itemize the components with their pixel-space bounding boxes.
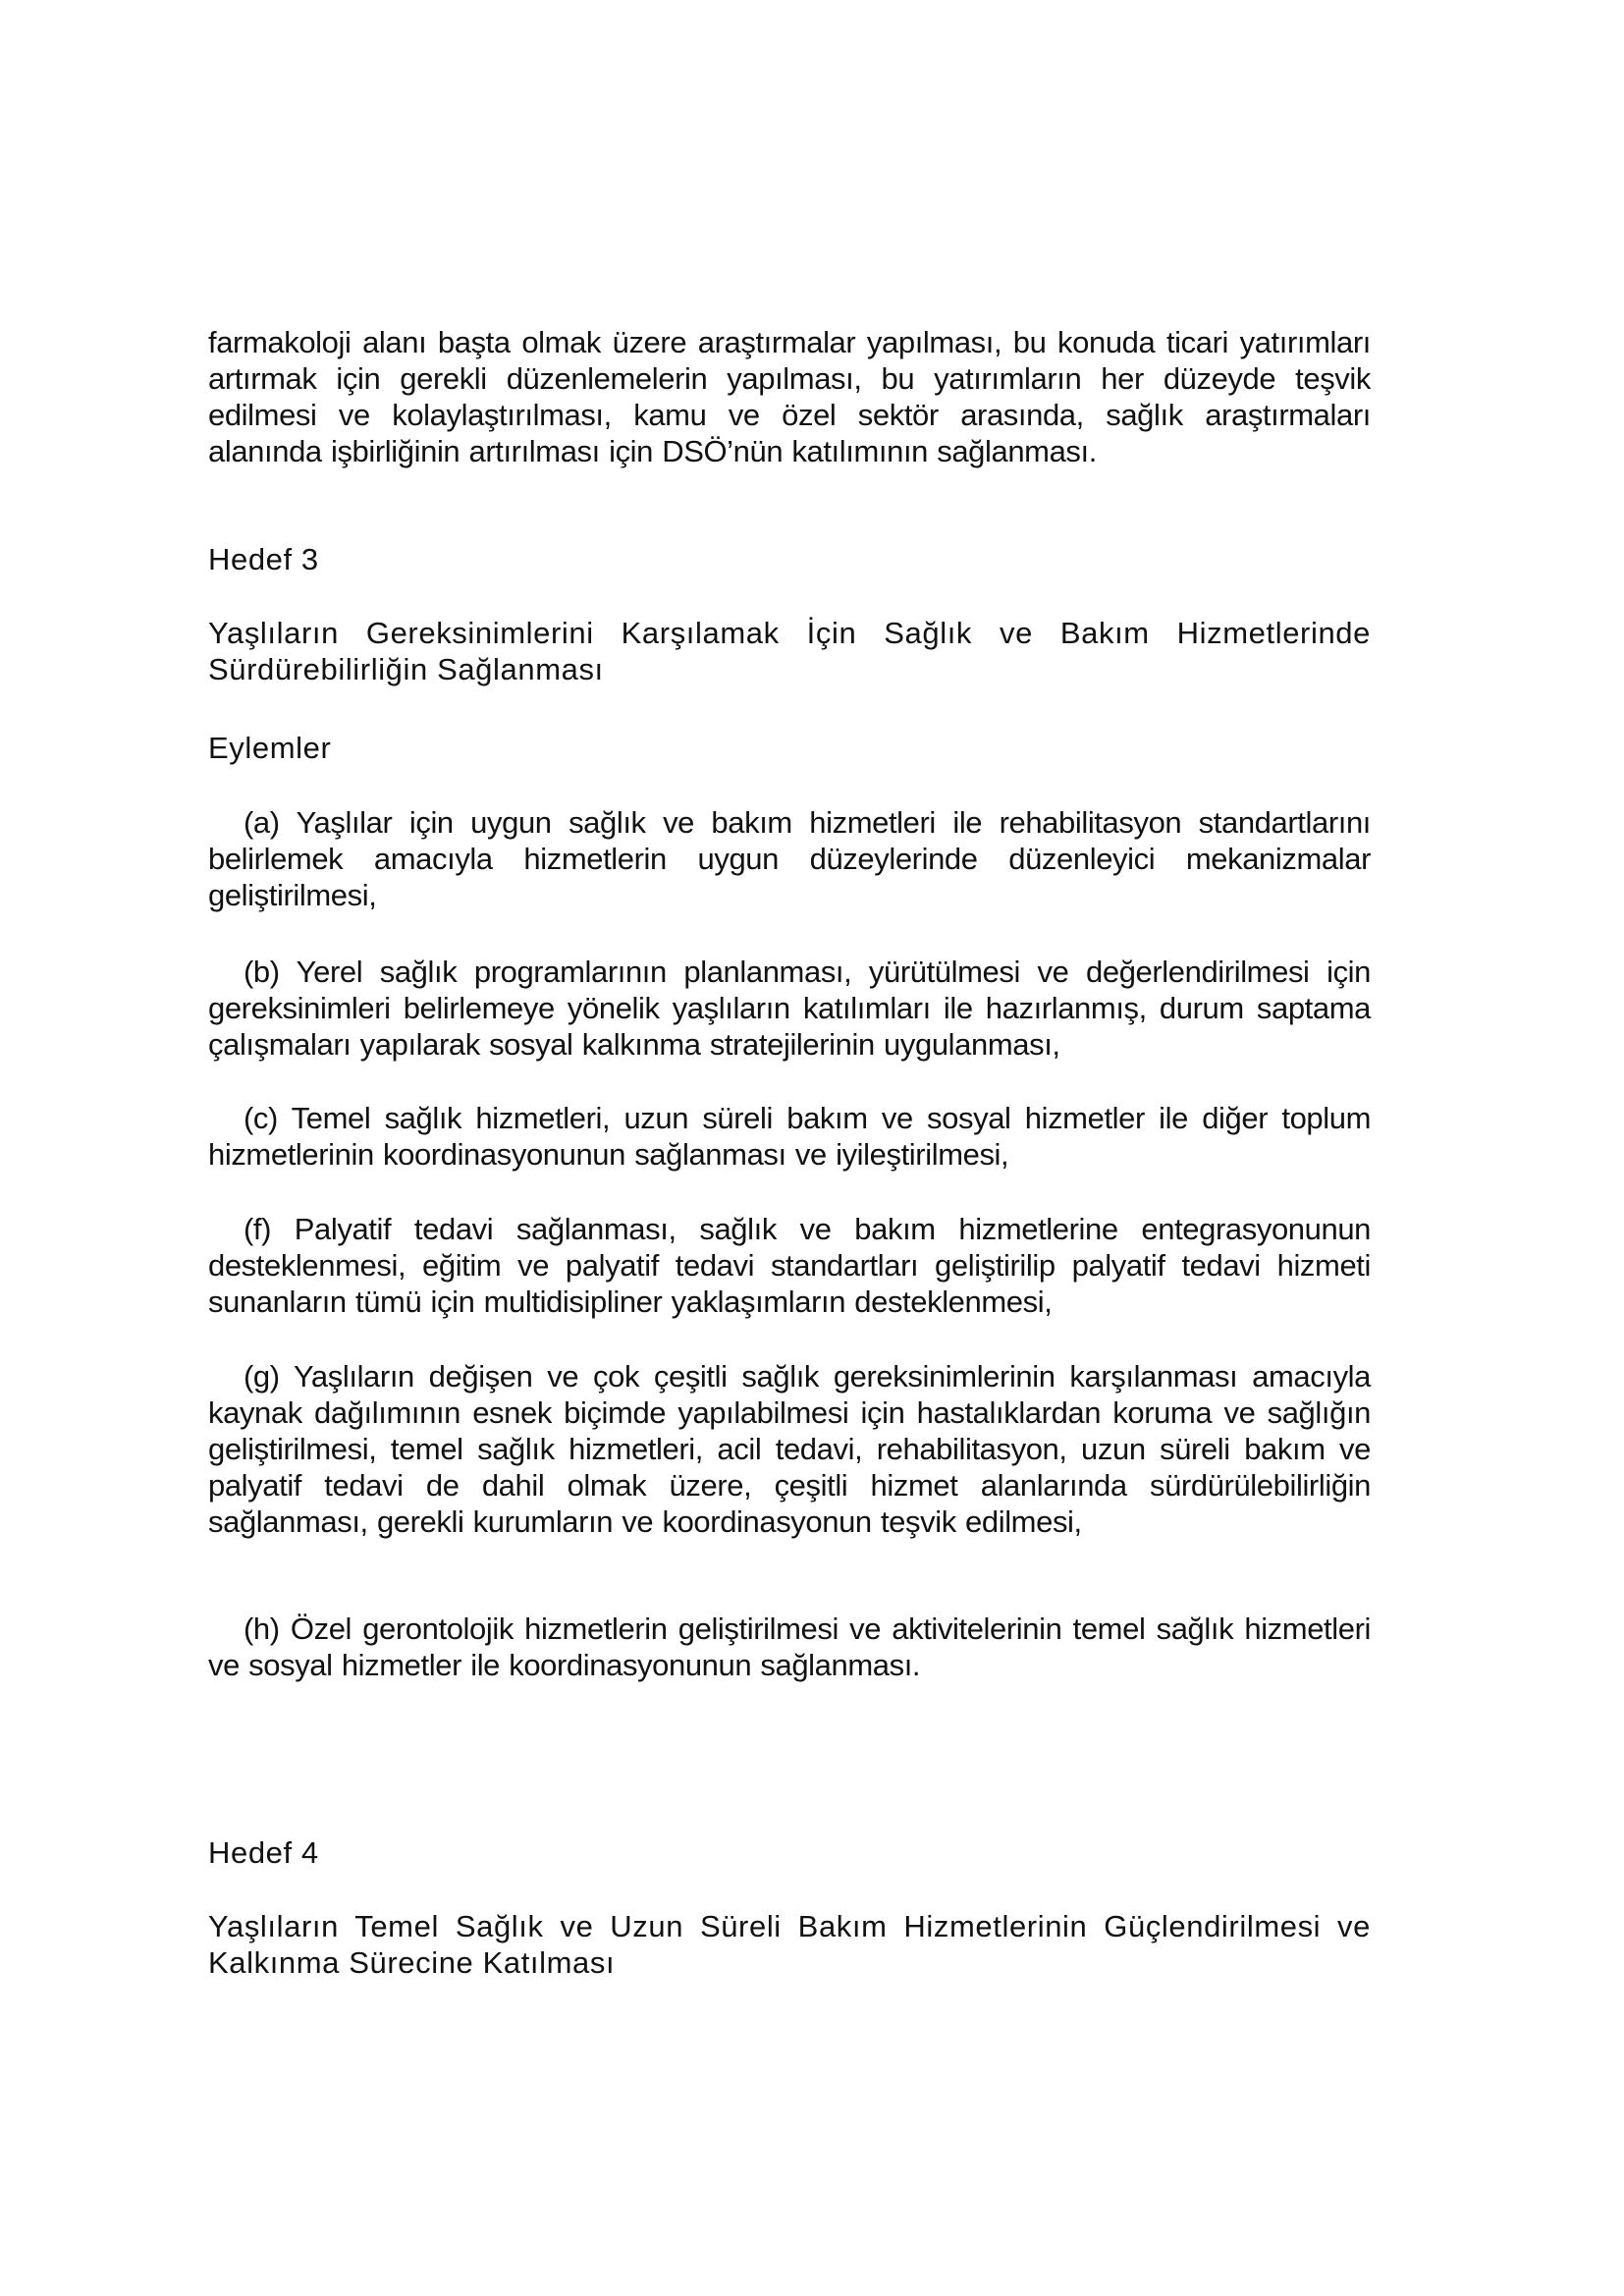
action-item-label: (g): [244, 1359, 280, 1394]
intro-paragraph: farmakoloji alanı başta olmak üzere araştırmalar yapılması, bu konuda ticari yatırımları artırmak için gerekli düzenlemelerin yapılması, bu yatırımların her düzeyde teşvik edilmesi ve kolaylaştırılması, kamu ve özel sektör arasında, sağlık araştırmaları alanında işbirliğinin artırılması için DSÖ’nün katılımının sağlanması.: [208, 325, 1371, 468]
action-item-b: [208, 954, 1371, 1063]
action-item-c: [208, 1100, 1371, 1173]
goal-4-heading: Hedef 4: [208, 1835, 319, 1870]
goal-3-actions-label: Eylemler: [208, 731, 332, 765]
action-item-text: Palyatif tedavi sağlanması, sağlık ve bakım hizmetlerine entegrasyonunun desteklenmesi, eğitim ve palyatif tedavi standartları geliştirilip palyatif tedavi hizmeti sunanların tümü için multidisipliner yaklaşımların desteklenmesi,: [208, 1212, 1372, 1319]
action-item-label: (f): [244, 1212, 272, 1246]
action-item-text: Temel sağlık hizmetleri, uzun süreli bakım ve sosyal hizmetler ile diğer toplum hizmetlerinin koordinasyonunun sağlanması ve iyileştirilmesi,: [208, 1101, 1372, 1172]
goal-3-heading: Hedef 3: [208, 542, 319, 576]
action-item-g: [208, 1358, 1371, 1540]
goal-4-title: Yaşlıların Temel Sağlık ve Uzun Süreli Bakım Hizmetlerinin Güçlendirilmesi ve Kalkınma Sürecine Katılması: [208, 1909, 1371, 1980]
goal-3-title: Yaşlıların Gereksinimlerini Karşılamak İçin Sağlık ve Bakım Hizmetlerinde Sürdürebilirliğin Sağlanması: [208, 616, 1371, 686]
action-item-text: Yaşlıların değişen ve çok çeşitli sağlık gereksinimlerinin karşılanması amacıyla kaynak dağılımının esnek biçimde yapılabilmesi için hastalıklardan koruma ve sağlığın geliştirilmesi, temel sağlık hizmetleri, acil tedavi, rehabilitasyon, uzun süreli bakım ve palyatif tedavi de dahil olmak üzere, çeşitli hizmet alanlarında sürdürülebilirliğin sağlanması, gerekli kurumların ve koordinasyonun teşvik edilmesi,: [208, 1359, 1371, 1539]
action-item-h: [208, 1611, 1371, 1683]
action-item-text: Özel gerontolojik hizmetlerin geliştirilmesi ve aktivitelerinin temel sağlık hizmetleri ve sosyal hizmetler ile koordinasyonunun sağlanması.: [208, 1612, 1372, 1682]
action-item-label: (c): [244, 1101, 278, 1135]
action-item-f: [208, 1211, 1371, 1320]
action-item-label: (a): [244, 805, 280, 840]
action-item-a: [208, 804, 1371, 913]
action-item-text: Yaşlılar için uygun sağlık ve bakım hizmetleri ile rehabilitasyon standartlarını belirlemek amacıyla hizmetlerin uygun düzeylerinde düzenleyici mekanizmalar geliştirilmesi,: [208, 805, 1372, 912]
action-item-label: (b): [244, 955, 280, 989]
action-item-label: (h): [244, 1612, 280, 1646]
action-item-text: Yerel sağlık programlarının planlanması, yürütülmesi ve değerlendirilmesi için gereksinimleri belirlemeye yönelik yaşlıların katılımları ile hazırlanmış, durum saptama çalışmaları yapılarak sosyal kalkınma stratejilerinin uygulanması,: [208, 955, 1371, 1062]
